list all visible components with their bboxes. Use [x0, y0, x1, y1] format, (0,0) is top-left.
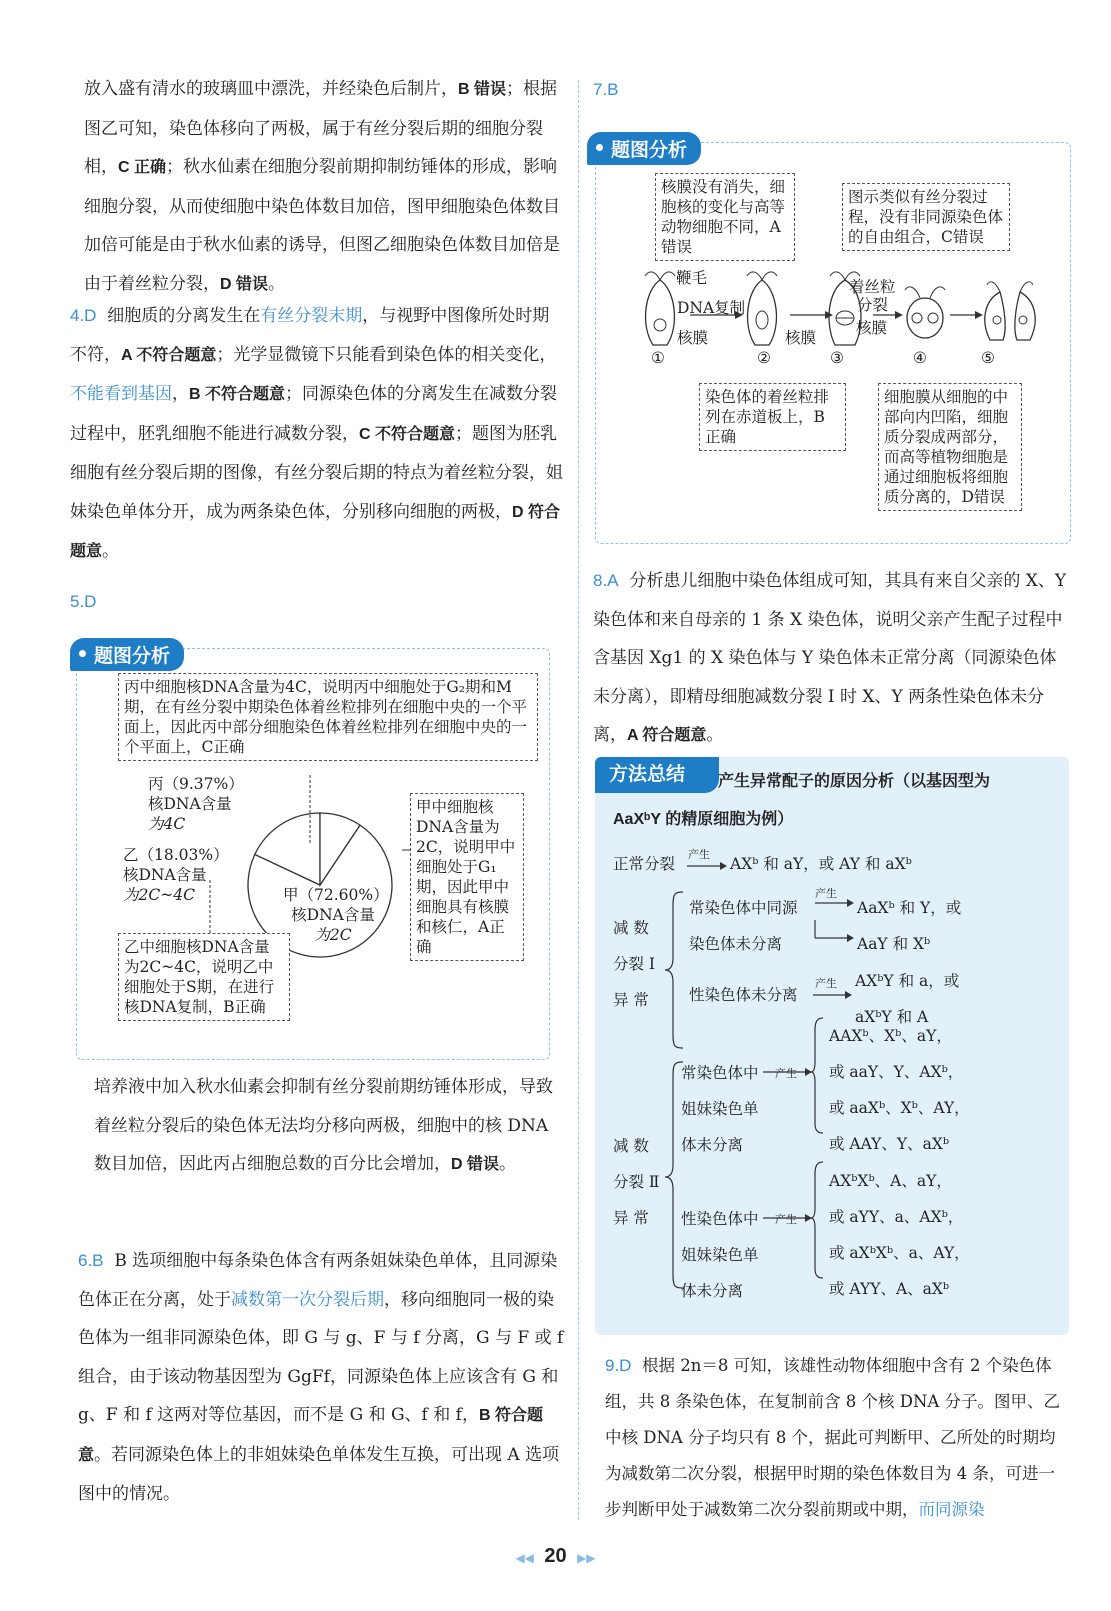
label-dna-replication: DNA复制 [677, 299, 746, 317]
m2-label: 减 数 分裂 Ⅱ 异 常 [613, 1137, 660, 1227]
paragraph-q8: 8.A 分析患儿细胞中染色体组成可知，其具有来自父亲的 X、Y 染色体和来自母亲的 1 条 X 染色体，说明父亲产生配子过程中含基因 Xg1 的 X 染色体与 Y 染色体未正常分离（同源染色体未分离），即精母细胞减数分裂 Ⅰ 时 X、Y 两条性染色体未分离，A 符合题意。 [593, 571, 1067, 745]
answer-tag-7: 7.B [593, 80, 619, 99]
brace-m2-auto [811, 1018, 823, 1133]
normal-division-label: 正常分裂 [613, 855, 676, 873]
m2-sex: 性染色体中 姐妹染色单 体未分离 [681, 1210, 759, 1300]
step-5: ⑤ [981, 349, 995, 367]
badge-method: 方法总结 [595, 757, 719, 793]
m2-autosome-result: AAXᵇ、Xᵇ、aY， 或 aaY、Y、AXᵇ， 或 aaXᵇ、Xᵇ、AY， 或 AAY、Y、aXᵇ [829, 1027, 970, 1153]
brace-m1 [665, 892, 683, 1048]
label-membrane-3: 核膜 [856, 319, 888, 337]
normal-result: AXᵇ 和 aY，或 AY 和 aXᵇ [730, 855, 912, 873]
m1-sex-result: AXᵇY 和 a，或 aXᵇY 和 A [855, 972, 960, 1026]
m1-label: 减 数 分裂 Ⅰ 异 常 [613, 919, 656, 1009]
note-a: 核膜没有消失，细胞核的变化与高等动物细胞不同，A错误 [655, 173, 795, 261]
produce-5: 产生 [775, 1213, 797, 1226]
page-footer [0, 1545, 1111, 1568]
label-membrane-1: 核膜 [677, 329, 709, 347]
paragraph-q3-end: 放入盛有清水的玻璃皿中漂洗，并经染色后制片，B 错误；根据图乙可知，染色体移向了两极，属于有丝分裂后期的细胞分裂相，C 正确；秋水仙素在细胞分裂前期抑制纺锤体的形成，影响细胞分裂，从而使细胞中染色体数目加倍，图甲细胞染色体数目加倍可能是由于秋水仙素的诱导，但图乙细胞染色体数目加倍是由于着丝粒分裂，D 错误。 [84, 79, 560, 294]
cell-2-icon [747, 272, 777, 345]
paragraph-q9: 9.D 根据 2n＝8 可知，该雄性动物体细胞中含有 2 个染色体组，共 8 条染色体，在复制前含 8 个核 DNA 分子。图甲、乙中核 DNA 分子均只有 8 个，据此可判断甲、乙所处的时期均为减数第二次分裂，根据甲时期的染色体数目为 4 条，可进一步判断甲处于减数第二次分裂前期或中期，而同源染 [605, 1356, 1061, 1519]
paragraph-q6: 6.B B 选项细胞中每条染色体含有两条姐妹染色单体，且同源染色体正在分离，处于减数第一次分裂后期，移向细胞同一极的染色体为一组非同源染色体，即 G 与 g、F 与 f 分离，G 与 F 或 f 组合，由于该动物基因型为 GgFf，同源染色体上应该含有 G 和 g、F 和 f 这两对等位基因，而不是 G 和 G、f 和 f，B 符合题意。若同源染色体上的非姐妹染色单体发生互换，可出现 A 选项图中的情况。 [78, 1251, 564, 1504]
produce-1: 产生 [688, 848, 710, 861]
produce-4: 产生 [775, 1067, 797, 1080]
cell-5-icon [985, 282, 1035, 340]
page-number: 20 [544, 1545, 567, 1567]
m2-sex-result: AXᵇXᵇ、A、aY， 或 aYY、a、AXᵇ， 或 aXᵇXᵇ、a、AY， 或 AYY、A、aXᵇ [829, 1172, 970, 1298]
cell-1-icon [645, 272, 675, 345]
paragraph-q4: 4.D 细胞质的分离发生在有丝分裂末期，与视野中图像所处时期不符，A 不符合题意；光学显微镜下只能看到染色体的相关变化，不能看到基因，B 不符合题意；同源染色体的分离发生在减数分裂过程中，胚乳细胞不能进行减数分裂，C 不符合题意；题图为胚乳细胞有丝分裂后期的图像，有丝分裂后期的特点为着丝粒分裂，姐妹染色单体分开，成为两条染色体，分别移向细胞的两极，D 符合题意。 [70, 306, 563, 561]
step-1: ① [651, 349, 665, 367]
label-membrane-2: 核膜 [785, 329, 817, 347]
badge-q7: 题图分析 [587, 132, 701, 165]
m1-autosome-result: AaXᵇ 和 Y，或 AaY 和 Xᵇ [857, 899, 962, 953]
paragraph-q5: 培养液中加入秋水仙素会抑制有丝分裂前期纺锤体形成，导致着丝粒分裂后的染色体无法均分移向两极，细胞中的核 DNA 数目加倍，因此丙占细胞总数的百分比会增加，D 错误。 [94, 1077, 553, 1174]
m1-autosome: 常染色体中同源 染色体未分离 [689, 899, 798, 953]
note-yi: 乙中细胞核DNA含量为2C~4C，说明乙中细胞处于S期，在进行核DNA复制，B正确 [118, 933, 290, 1021]
label-flagella: 鞭毛 [676, 269, 708, 287]
label-centromere-split: 着丝粒 分裂 [849, 278, 896, 314]
pie-label-jia: 甲（72.60%） 核DNA含量 为2C [283, 886, 389, 944]
produce-2: 产生 [815, 887, 837, 900]
method-title-1: 产生异常配子的原因分析（以基因型为 [718, 773, 991, 790]
brace-m2-sex [811, 1162, 823, 1278]
note-jia: 甲中细胞核DNA含量为2C，说明甲中细胞处于G₁期，因此甲中细胞具有核膜和核仁，A正确 [410, 793, 524, 961]
next-page-icon[interactable]: ▶▶ [577, 1551, 596, 1565]
note-bing: 丙中细胞核DNA含量为4C，说明丙中细胞处于G₂期和M期，在有丝分裂中期染色体着丝粒排列在细胞中央的一个平面上，因此丙中部分细胞染色体着丝粒排列在细胞中央的一个平面上，C正确 [118, 673, 538, 761]
answer-tag-8: 8.A [593, 571, 619, 590]
badge-q5: 题图分析 [70, 638, 184, 671]
answer-tag-6: 6.B [78, 1251, 104, 1270]
answer-tag-4: 4.D [70, 306, 97, 325]
m1-sex: 性染色体未分离 [689, 986, 798, 1004]
pie-label-bing: 丙（9.37%） 核DNA含量 为4C [148, 775, 244, 833]
step-3: ③ [830, 349, 844, 367]
column-divider [578, 80, 579, 1520]
answer-tag-5: 5.D [70, 592, 97, 611]
note-c: 图示类似有丝分裂过程，没有非同源染色体的自由组合，C错误 [842, 183, 1010, 251]
method-title-2: AaXᵇY 的精原细胞为例） [613, 811, 794, 828]
pie-label-yi: 乙（18.03%） 核DNA含量 为2C~4C [123, 846, 229, 904]
step-2: ② [757, 349, 771, 367]
answer-tag-9: 9.D [605, 1356, 632, 1375]
cell-4-icon [905, 287, 945, 338]
produce-3: 产生 [815, 977, 837, 990]
prev-page-icon[interactable]: ◀◀ [515, 1551, 534, 1565]
note-d: 细胞膜从细胞的中部向内凹陷，细胞质分裂成两部分，而高等植物细胞是通过细胞板将细胞质分离的，D错误 [878, 383, 1022, 511]
note-b: 染色体的着丝粒排列在赤道板上，B正确 [699, 383, 846, 451]
m2-autosome: 常染色体中 姐妹染色单 体未分离 [681, 1064, 759, 1154]
step-4: ④ [913, 349, 927, 367]
